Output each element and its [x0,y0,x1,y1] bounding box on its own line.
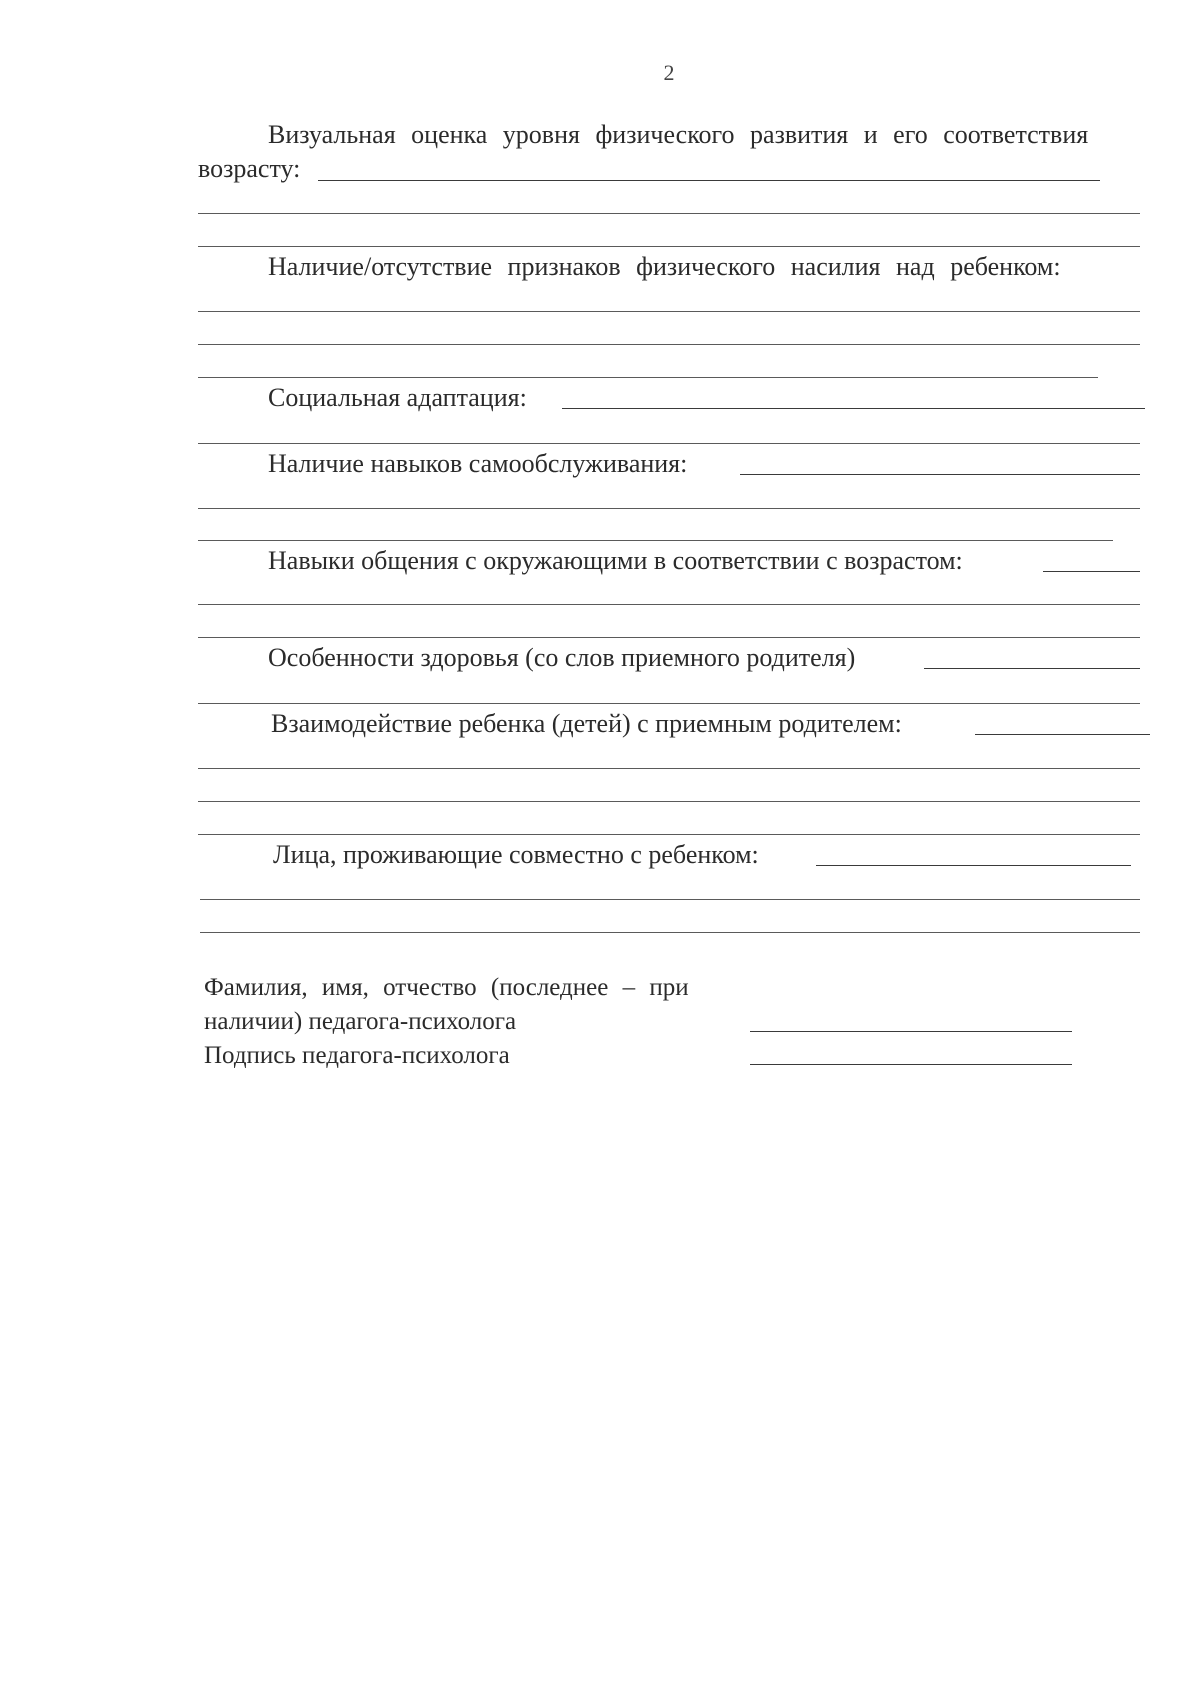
psychologist-signature-label: Подпись педагога-психолога [204,1042,510,1069]
self-care-input-line-3[interactable] [198,540,1113,541]
communication-input-line-2[interactable] [198,604,1140,605]
psychologist-signature-line[interactable] [750,1064,1072,1065]
psychologist-name-label-cont: наличии) педагога-психолога [204,1008,517,1035]
health-input-line-1[interactable] [924,668,1140,669]
physical-development-input-line-3[interactable] [198,246,1140,247]
field-physical-development-label: Визуальная оценка уровня физического развития и его соответствия [268,120,1089,149]
cohabitants-input-line-1[interactable] [816,865,1131,866]
cohabitants-input-line-3[interactable] [200,932,1140,933]
field-physical-development-label-cont: возрасту: [198,154,301,183]
field-self-care-label: Наличие навыков самообслуживания: [268,449,688,478]
violence-signs-input-line-1[interactable] [198,311,1140,312]
field-health-label: Особенности здоровья (со слов приемного родителя) [268,643,856,672]
self-care-input-line-2[interactable] [198,508,1140,509]
field-social-adaptation-label: Социальная адаптация: [268,383,527,412]
violence-signs-input-line-3[interactable] [198,377,1098,378]
page-number: 2 [663,60,675,85]
interaction-input-line-3[interactable] [198,801,1140,802]
cohabitants-input-line-2[interactable] [200,899,1140,900]
communication-input-line-1[interactable] [1043,571,1140,572]
physical-development-input-line-1[interactable] [318,180,1100,181]
field-cohabitants-label: Лица, проживающие совместно с ребенком: [273,840,759,869]
social-adaptation-input-line-1[interactable] [562,408,1145,409]
self-care-input-line-1[interactable] [740,474,1140,475]
field-communication-label: Навыки общения с окружающими в соответствии с возрастом: [268,546,963,575]
interaction-input-line-1[interactable] [975,734,1150,735]
violence-signs-input-line-2[interactable] [198,344,1140,345]
interaction-input-line-2[interactable] [198,768,1140,769]
field-interaction-label: Взаимодействие ребенка (детей) с приемным родителем: [271,709,902,738]
social-adaptation-input-line-2[interactable] [198,443,1140,444]
communication-input-line-3[interactable] [198,637,1140,638]
interaction-input-line-4[interactable] [198,834,1140,835]
physical-development-input-line-2[interactable] [198,213,1140,214]
psychologist-name-label: Фамилия, имя, отчество (последнее – при [204,974,689,1001]
health-input-line-2[interactable] [198,703,1140,704]
psychologist-name-line[interactable] [750,1031,1072,1032]
field-violence-signs-label: Наличие/отсутствие признаков физического насилия над ребенком: [268,252,1061,281]
